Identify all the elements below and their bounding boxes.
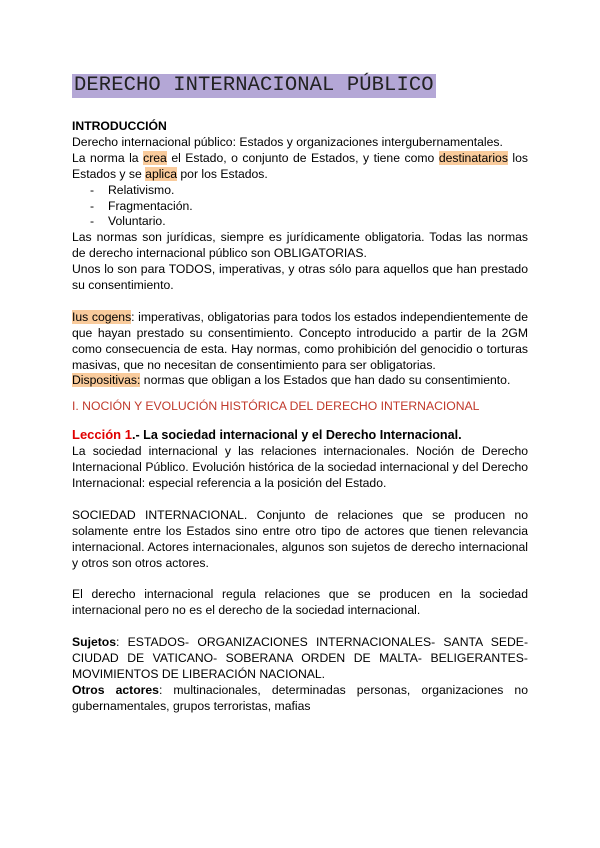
highlight-aplica: aplica (145, 166, 178, 181)
lesson-label: Lección 1 (72, 427, 132, 443)
sujetos-label: Sujetos (72, 635, 117, 650)
ius-cogens-paragraph: Ius cogens: imperativas, obligatorias para todos los estados independientemente de que hayan prestado su consentimiento. Concepto introducido a partir de la 2GM como consecuencia de esta. Hay normas, como prohibición del genocidio o torturas masivas, que no necesitan de consentimiento para ser obligatorias. (72, 309, 528, 372)
lesson-heading (72, 427, 528, 444)
derecho-paragraph: El derecho internacional regula relaciones que se producen en la sociedad internacional pero no es el derecho de la sociedad internacional. (72, 587, 528, 618)
juridicas-paragraph: Las normas son jurídicas, siempre es jurídicamente obligatoria. Todas las normas de derecho internacional público son OBLIGATORIAS. (72, 230, 528, 261)
dispositivas-term: Dispositivas: (72, 373, 141, 388)
lesson-description: La sociedad internacional y las relaciones internacionales. Noción de Derecho Internacional Público. Evolución histórica de la sociedad internacional y del Derecho Internacional: especial referencia a la posición del Estado. (72, 444, 528, 491)
lesson-title: .- La sociedad internacional y el Derecho Internacional. (131, 428, 462, 443)
dispositivas-paragraph: Dispositivas: normas que obligan a los Estados que han dado su consentimiento. (72, 373, 511, 388)
otros-actores-label: Otros actores (72, 682, 159, 697)
section-heading: I. NOCIÓN Y EVOLUCIÓN HISTÓRICA DEL DERECHO INTERNACIONAL (72, 399, 480, 414)
intro-line: Derecho internacional público: Estados y organizaciones intergubernamentales. (72, 134, 503, 149)
otros-actores-paragraph: Otros actores: multinacionales, determinadas personas, organizaciones no gubernamentales, grupos terroristas, mafias (72, 682, 528, 713)
highlight-crea: crea (143, 150, 167, 165)
list-item: - Fragmentación. (90, 199, 528, 215)
norma-paragraph: La norma la crea el Estado, o conjunto de Estados, y tiene como destinatarios los Estados y se aplica por los Estados. (72, 150, 529, 181)
document-body (72, 119, 528, 715)
ius-cogens-term: Ius cogens (72, 309, 132, 324)
intro-heading: INTRODUCCIÓN (72, 119, 167, 133)
document-title: DERECHO INTERNACIONAL PÚBLICO (74, 74, 434, 97)
sociedad-paragraph: SOCIEDAD INTERNACIONAL. Conjunto de relaciones que se producen no solamente entre los Estados sino entre otro tipo de actores que tienen relevancia internacional. Actores internacionales, algunos son sujetos de derecho internacional y otros son otros actores. (72, 507, 528, 570)
list-item: - Voluntario. (90, 214, 528, 230)
sujetos-paragraph: Sujetos: ESTADOS- ORGANIZACIONES INTERNACIONALES- SANTA SEDE-CIUDAD DE VATICANO- SOBERANA ORDEN DE MALTA- BELIGERANTES-MOVIMIENTOS DE LIBERACIÓN NACIONAL. (72, 635, 528, 681)
characteristics-list (72, 183, 528, 231)
highlight-destinatarios: destinatarios (438, 150, 508, 165)
list-item: - Relativismo. (90, 183, 528, 199)
todos-paragraph: Unos lo son para TODOS, imperativas, y otras sólo para aquellos que han prestado su consentimiento. (72, 262, 528, 293)
